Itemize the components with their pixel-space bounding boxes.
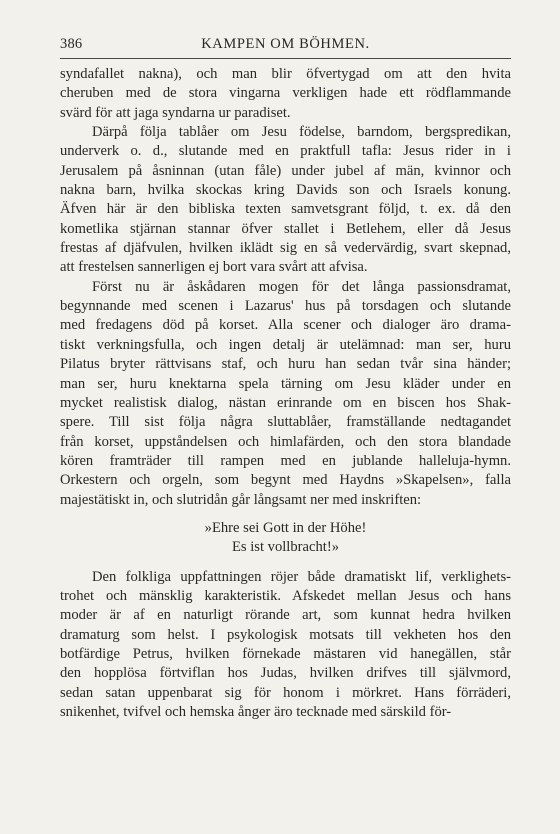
header-rule [60,58,511,59]
text-line: den hopplösa förtviflan hos Judas, hvilken drifves till självmord, [60,665,511,682]
text-line: från korset, uppståndelsen och himlafärden, och den stora blandade [60,433,511,450]
paragraph [60,123,511,278]
page-header [60,36,511,56]
text-line: syndafallet nakna), och man blir öfvertygad om att den hvita [60,66,511,82]
text-line: dramaturg som helst. I psykologisk motsats till vekheten hos den [60,626,511,643]
text-line: Först nu är åskådaren mogen för det långa passionsdramat, [92,278,511,295]
paragraph [60,65,511,123]
text-line: Den folkliga uppfattningen röjer både dramatiskt lif, verklighets- [92,568,511,585]
running-title: KAMPEN OM BÖHMEN. [201,36,370,52]
text-line: moder är af en naturligt rörande art, som kunnat hedra hvilken [60,607,511,624]
text-line: cheruben med de stora vingarna verkligen hade ett rödflammande [60,85,511,102]
text-line: svärd för att jaga syndarna ur paradiset. [60,104,291,121]
text-line: frestas af djäfvulen, hvilken iklädt sig en så vedervärdig, svart skepnad, [60,240,511,257]
text-line: sedan satan uppenbarat sig för honom i mörkret. Hans förräderi, [60,684,511,701]
body-text [60,65,511,722]
text-line: nakna barn, hvilka skockas kring Davids son och Israels konung. [60,182,511,199]
text-line: underverk o. d., slutande med en praktfull tafla: Jesus rider in i [60,143,511,160]
paragraph [60,278,511,510]
text-line: Jerusalem på åsninnan (utan fåle) under jubel af män, kvinnor och [60,162,511,179]
text-line: begynnande med scenen i Lazarus' hus på torsdagen och slutande [60,298,511,315]
text-line: mycket realistisk dialog, nästan erinrande om en biscen hos Shak- [60,394,511,411]
block-quote [60,519,511,558]
text-line: Därpå följa tablåer om Jesu födelse, barndom, bergspredikan, [92,124,511,141]
text-line: att frestelsen sannerligen ej bort vara svårt att afvisa. [60,259,368,276]
quote-line: Es ist vollbracht!» [231,539,339,556]
text-line: spere. Till sist följa några sluttablåer, framställande nedtagandet [60,414,511,431]
text-line: kometlika stjärnan stannar öfver stallet i Betlehem, eller då Jesus [60,220,511,237]
text-line: majestätiskt in, och slutridån går långsamt ner med inskriften: [60,491,422,508]
paragraph [60,568,511,723]
text-line: Pilatus bryter rättvisans staf, och huru han sedan tvår sina händer; [60,356,511,373]
text-line: med fredagens död på korset. Alla scener och dialoger äro drama- [60,317,511,334]
text-line: Orkestern och orgeln, som begynt med Haydns »Skapelsen», falla [60,472,511,489]
text-line: trohet och mänsklig karakteristik. Afskedet mellan Jesus och hans [60,587,511,604]
text-line: snikenhet, tvifvel och hemska ånger äro tecknade med särskild för- [60,704,452,720]
text-line: kören framträder till rampen med en jublande halleluja-hymn. [60,452,511,469]
text-line: tiskt verkningsfulla, och ingen detalj är utelämnad: man ser, huru [60,336,511,353]
page-number: 386 [60,36,83,52]
quote-line: »Ehre sei Gott in der Höhe! [204,519,367,536]
text-line: Äfven här är den bibliska texten samvetsgrant följd, t. ex. då den [60,201,511,218]
text-line: man ser, huru knektarna spela tärning om Jesu kläder under en [60,375,511,392]
text-line: botfärdige Petrus, hvilken förnekade mästaren vid hanegällen, står [60,645,511,662]
